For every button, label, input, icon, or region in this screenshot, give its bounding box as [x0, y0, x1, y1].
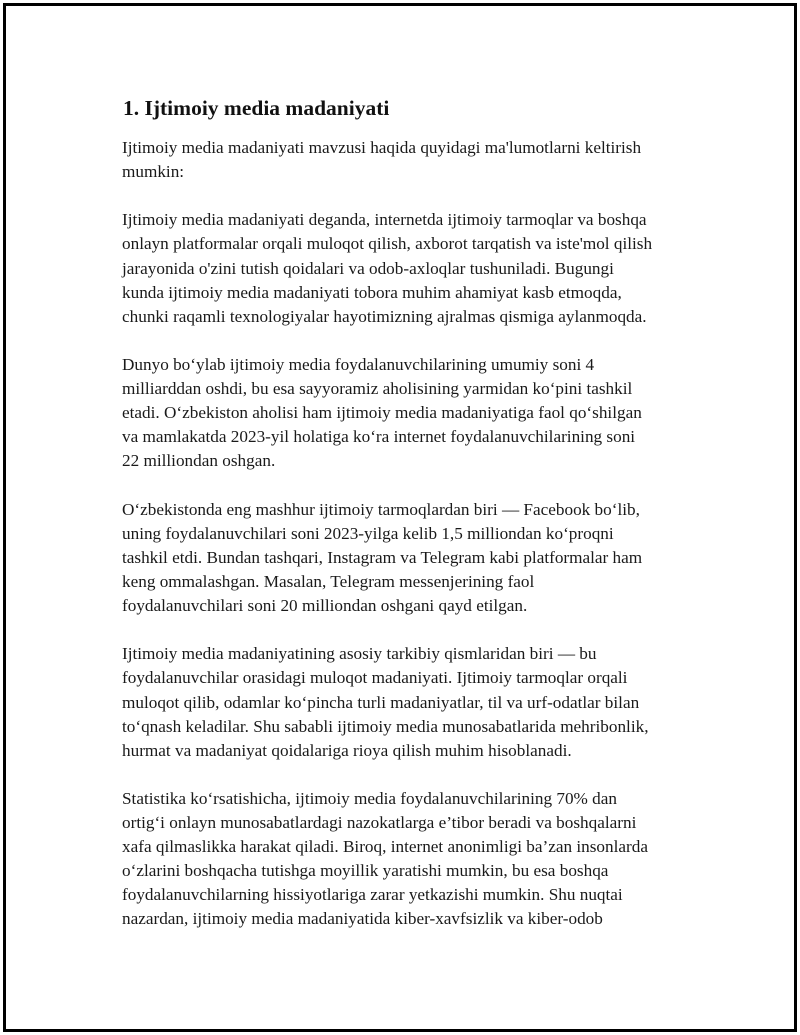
paragraph-line: jarayonida o'zini tutish qoidalari va odob-axloqlar tushuniladi. Bugungi [122, 258, 614, 278]
paragraph-list [122, 136, 707, 932]
paragraph-line: chunki raqamli texnologiyalar hayotimizning ajralmas qismiga aylanmoqda. [122, 306, 647, 326]
paragraph-line: Dunyo bo‘ylab ijtimoiy media foydalanuvchilarining umumiy soni 4 [122, 355, 595, 375]
paragraph-line: va mamlakatda 2023-yil holatiga ko‘ra internet foydalanuvchilarining soni [122, 427, 636, 447]
paragraph-line: onlayn platformalar orqali muloqot qilish, axborot tarqatish va iste'mol qilish [122, 234, 653, 254]
document-body [122, 94, 707, 956]
paragraph-line: hurmat va madaniyat qoidalariga rioya qilish muhim hisoblanadi. [122, 740, 572, 760]
paragraph-line: ortig‘i onlayn munosabatlardagi nazokatlarga e’tibor beradi va boshqalarni [122, 813, 637, 833]
paragraph-line: xafa qilmaslikka harakat qiladi. Biroq, internet anonimligi ba’zan insonlarda [122, 837, 648, 857]
paragraph-line: O‘zbekistonda eng mashhur ijtimoiy tarmoqlardan biri — Facebook bo‘lib, [122, 499, 640, 519]
paragraph [122, 642, 707, 762]
paragraph-line: milliarddan oshdi, bu esa sayyoramiz aholisining yarmidan ko‘pini tashkil [122, 379, 633, 399]
paragraph-line: mumkin: [122, 162, 185, 182]
paragraph-line: foydalanuvchilar orasidagi muloqot madaniyati. Ijtimoiy tarmoqlar orqali [122, 668, 628, 688]
paragraph-line: foydalanuvchilarning hissiyotlariga zarar yetkazishi mumkin. Shu nuqtai [122, 885, 623, 905]
paragraph [122, 136, 707, 184]
section-heading: 1. Ijtimoiy media madaniyati [123, 96, 390, 120]
paragraph [122, 787, 707, 932]
paragraph-line: etadi. O‘zbekiston aholisi ham ijtimoiy media madaniyatiga faol qo‘shilgan [122, 403, 642, 423]
paragraph [122, 208, 707, 328]
paragraph [122, 498, 707, 618]
paragraph [122, 353, 707, 473]
paragraph-line: 22 milliondan oshgan. [122, 451, 276, 471]
paragraph-line: Ijtimoiy media madaniyatining asosiy tarkibiy qismlaridan biri — bu [122, 644, 597, 664]
paragraph-line: muloqot qilib, odamlar ko‘pincha turli madaniyatlar, til va urf-odatlar bilan [122, 692, 640, 712]
paragraph-line: Ijtimoiy media madaniyati deganda, internetda ijtimoiy tarmoqlar va boshqa [122, 210, 647, 230]
paragraph-line: keng ommalashgan. Masalan, Telegram messenjerining faol [122, 571, 535, 591]
paragraph-line: o‘zlarini boshqacha tutishga moyillik yaratishi mumkin, bu esa boshqa [122, 861, 609, 881]
paragraph-line: uning foydalanuvchilari soni 2023-yilga kelib 1,5 milliondan ko‘proqni [122, 523, 614, 543]
paragraph-line: nazardan, ijtimoiy media madaniyatida kiber-xavfsizlik va kiber-odob [122, 909, 603, 929]
paragraph-line: Ijtimoiy media madaniyati mavzusi haqida quyidagi ma'lumotlarni keltirish [122, 138, 642, 157]
paragraph-line: Statistika ko‘rsatishicha, ijtimoiy media foydalanuvchilarining 70% dan [122, 789, 617, 808]
page-frame [3, 3, 797, 1032]
paragraph-line: to‘qnash keladilar. Shu sababli ijtimoiy media munosabatlarida mehribonlik, [122, 716, 649, 736]
paragraph-line: kunda ijtimoiy media madaniyati tobora muhim ahamiyat kasb etmoqda, [122, 282, 622, 302]
paragraph-line: foydalanuvchilari soni 20 milliondan oshgani qayd etilgan. [122, 596, 528, 616]
paragraph-line: tashkil etdi. Bundan tashqari, Instagram va Telegram kabi platformalar ham [122, 547, 643, 567]
